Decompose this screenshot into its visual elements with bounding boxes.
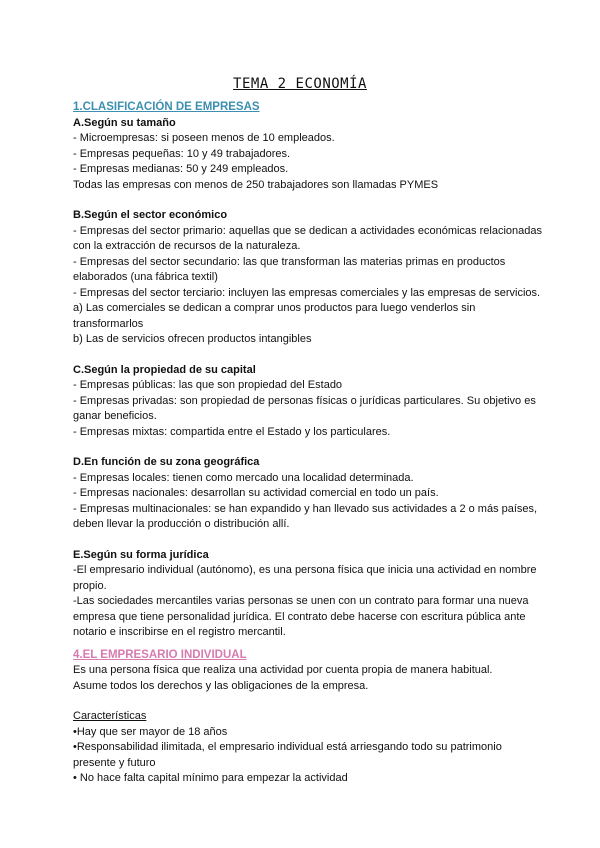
text-line: -Las sociedades mercantiles varias personas se unen con un contrato para formar una nueva empresa que tiene personalidad jurídica. El contrato debe hacerse con escritura pública ante notario e inscribirse en el registro mercantil. <box>73 595 529 638</box>
subheading-sector: B.Según el sector económico <box>73 209 228 221</box>
text-line: - Empresas locales: tienen como mercado una localidad determinada. <box>73 471 414 484</box>
subheading-propiedad: C.Según la propiedad de su capital <box>73 363 256 376</box>
subheading-tamano: A.Según su tamaño <box>73 116 176 129</box>
text-line: - Microempresas: si poseen menos de 10 empleados. <box>73 132 335 144</box>
subheading-zona: D.En función de su zona geográfica <box>73 456 260 468</box>
subheading-caracteristicas: Características <box>73 710 147 722</box>
bullet-line: • No hace falta capital mínimo para empezar la actividad <box>73 772 348 784</box>
text-line: - Empresas pequeñas: 10 y 49 trabajadores. <box>73 147 291 160</box>
text-line: Es una persona física que realiza una actividad por cuenta propia de manera habitual. <box>73 664 493 676</box>
text-line: - Empresas privadas: son propiedad de personas físicas o jurídicas particulares. Su objetivo es ganar beneficios. <box>73 394 536 422</box>
text-line: - Empresas del sector secundario: las que transforman las materias primas en productos elaborados (una fábrica textil) <box>73 255 506 283</box>
document-title: TEMA 2 ECONOMÍA <box>233 76 367 92</box>
text-line: - Empresas mixtas: compartida entre el Estado y los particulares. <box>73 425 391 438</box>
bullet-line: •Hay que ser mayor de 18 años <box>73 725 228 738</box>
text-line: a) Las comerciales se dedican a comprar unos productos para luego venderlos sin transformarlos <box>73 302 476 330</box>
subheading-forma-juridica: E.Según su forma jurídica <box>73 548 209 561</box>
section-heading-clasificacion: 1.CLASIFICACIÓN DE EMPRESAS <box>73 101 260 113</box>
document-body <box>73 100 543 787</box>
text-line: - Empresas nacionales: desarrollan su actividad comercial en todo un país. <box>73 487 439 499</box>
section-heading-empresario: 4.EL EMPRESARIO INDIVIDUAL <box>73 648 247 661</box>
text-line: - Empresas del sector primario: aquellas que se dedican a actividades económicas relacionadas con la extracción de recursos de la naturaleza. <box>73 224 542 252</box>
text-line: - Empresas medianas: 50 y 249 empleados. <box>73 163 289 175</box>
text-line: - Empresas multinacionales: se han expandido y han llevado sus actividades a 2 o más países, deben llevar la producción o distribución allí. <box>73 502 538 530</box>
text-line: b) Las de servicios ofrecen productos intangibles <box>73 333 312 345</box>
text-line: Asume todos los derechos y las obligaciones de la empresa. <box>73 679 369 692</box>
text-line: -El empresario individual (autónomo), es una persona física que inicia una actividad en nombre propio. <box>73 564 537 592</box>
text-line: - Empresas públicas: las que son propiedad del Estado <box>73 379 343 391</box>
text-line: Todas las empresas con menos de 250 trabajadores son llamadas PYMES <box>73 178 439 191</box>
text-line: - Empresas del sector terciario: incluyen las empresas comerciales y las empresas de servicios. <box>73 286 541 299</box>
bullet-line: •Responsabilidad ilimitada, el empresario individual está arriesgando todo su patrimonio presente y futuro <box>73 741 502 769</box>
